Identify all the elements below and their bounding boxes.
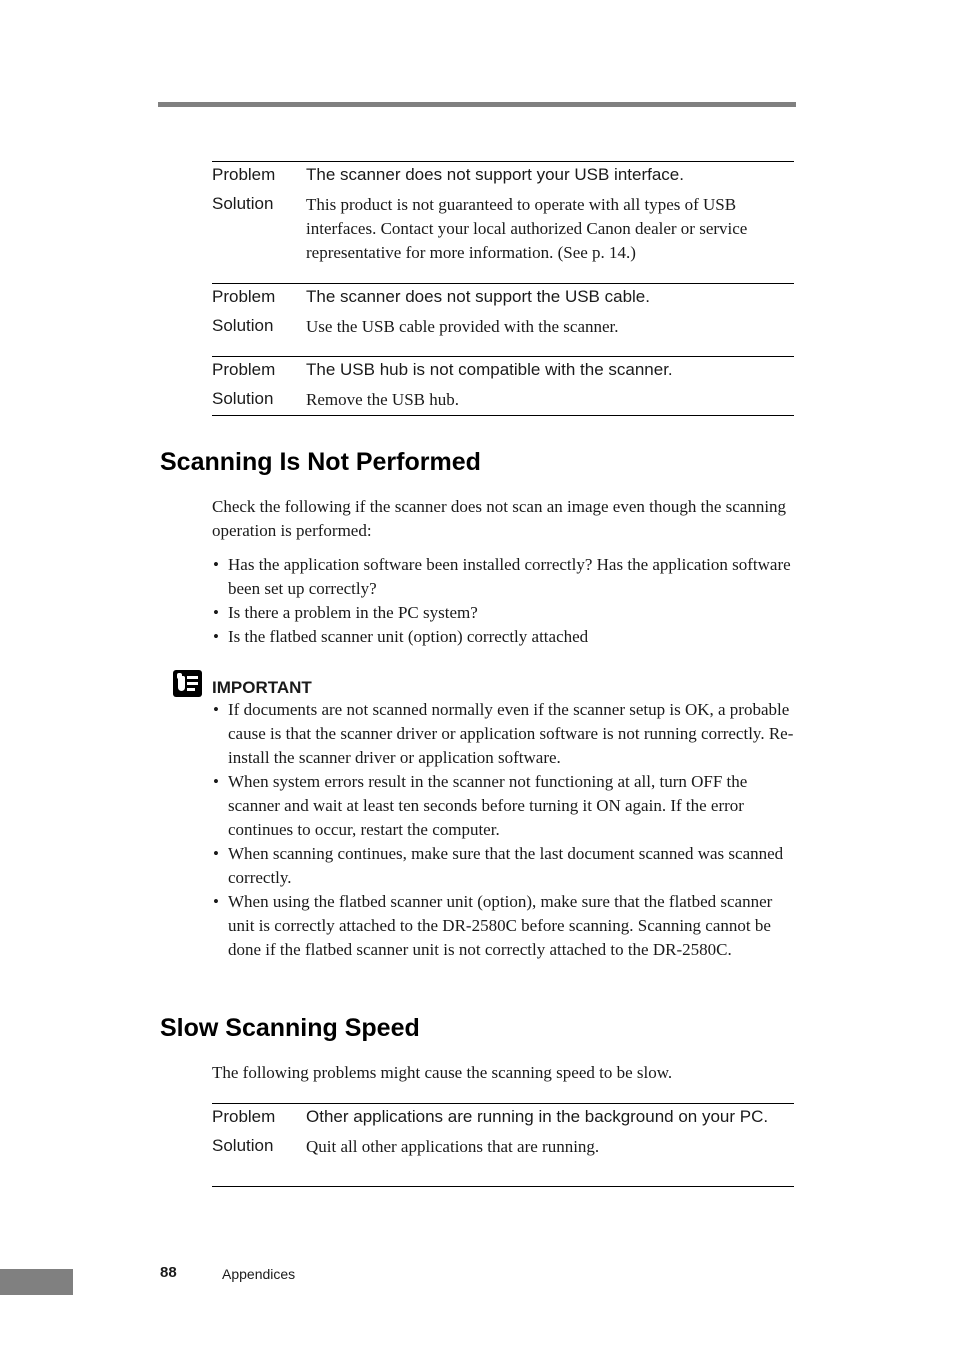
list-item: • When using the flatbed scanner unit (option), make sure that the flatbed scanner unit is correctly attached to the DR-2580C before scanning. Scanning cannot be done if the flatbed scanner unit is not correctly attached to the DR-2580C. [212, 890, 794, 962]
solution-label: Solution [212, 194, 274, 213]
solution-row [212, 387, 794, 412]
page-number: 88 [160, 1264, 177, 1281]
solution-row [212, 1134, 794, 1159]
scanning-intro-paragraph: Check the following if the scanner does not scan an image even though the scanning operation is performed: [212, 497, 787, 540]
problem-label: Problem [212, 1107, 276, 1126]
solution-label: Solution [212, 389, 274, 408]
footer-section-name: Appendices [222, 1266, 296, 1282]
problem-label: Problem [212, 165, 276, 184]
list-item: • Is the flatbed scanner unit (option) correctly attached [212, 625, 794, 649]
problem-solution-table-usb-hub [212, 356, 794, 416]
problem-label: Problem [212, 360, 276, 379]
important-notes-list [212, 698, 794, 962]
problem-text: The scanner does not support the USB cable. [306, 287, 650, 306]
scanning-checklist [212, 553, 794, 649]
solution-text: This product is not guaranteed to operate with all types of USB interfaces. Contact your local authorized Canon dealer or service representative for more information. (See p. 14.) [306, 195, 748, 262]
slow-intro-paragraph: The following problems might cause the scanning speed to be slow. [212, 1063, 673, 1082]
list-item: • Has the application software been installed correctly? Has the application software been set up correctly? [212, 553, 794, 601]
solution-text: Remove the USB hub. [306, 390, 459, 409]
list-item: • When scanning continues, make sure that the last document scanned was scanned correctly. [212, 842, 794, 890]
problem-text: Other applications are running in the background on your PC. [306, 1107, 769, 1126]
solution-text: Quit all other applications that are running. [306, 1137, 600, 1156]
solution-row [212, 192, 794, 265]
problem-row [212, 163, 794, 187]
solution-row [212, 314, 794, 339]
list-item: • When system errors result in the scanner not functioning at all, turn OFF the scanner and wait at least ten seconds before turning it ON again. If the error continues to occur, restart the computer. [212, 770, 794, 842]
header-rule [158, 102, 796, 107]
problem-text: The USB hub is not compatible with the scanner. [306, 360, 673, 379]
problem-solution-table-usb-cable [212, 283, 794, 356]
solution-label: Solution [212, 316, 274, 335]
problem-solution-table-usb-interface [212, 161, 794, 283]
problem-row [212, 358, 794, 382]
important-hand-icon [173, 670, 202, 697]
solution-label: Solution [212, 1136, 274, 1155]
problem-row [212, 1105, 794, 1129]
list-item: • Is there a problem in the PC system? [212, 601, 794, 625]
problem-solution-table-slow-speed [212, 1103, 794, 1187]
solution-text: Use the USB cable provided with the scanner. [306, 317, 619, 336]
important-label: IMPORTANT [212, 678, 312, 697]
problem-row [212, 285, 794, 309]
section-heading-scanning-not-performed: Scanning Is Not Performed [160, 448, 481, 476]
section-heading-slow-scanning-speed: Slow Scanning Speed [160, 1014, 420, 1042]
problem-text: The scanner does not support your USB interface. [306, 165, 684, 184]
list-item: • If documents are not scanned normally even if the scanner setup is OK, a probable cause is that the scanner driver or application software is not running correctly. Re-install the scanner driver or application software. [212, 698, 794, 770]
footer-tab [0, 1269, 73, 1295]
problem-label: Problem [212, 287, 276, 306]
